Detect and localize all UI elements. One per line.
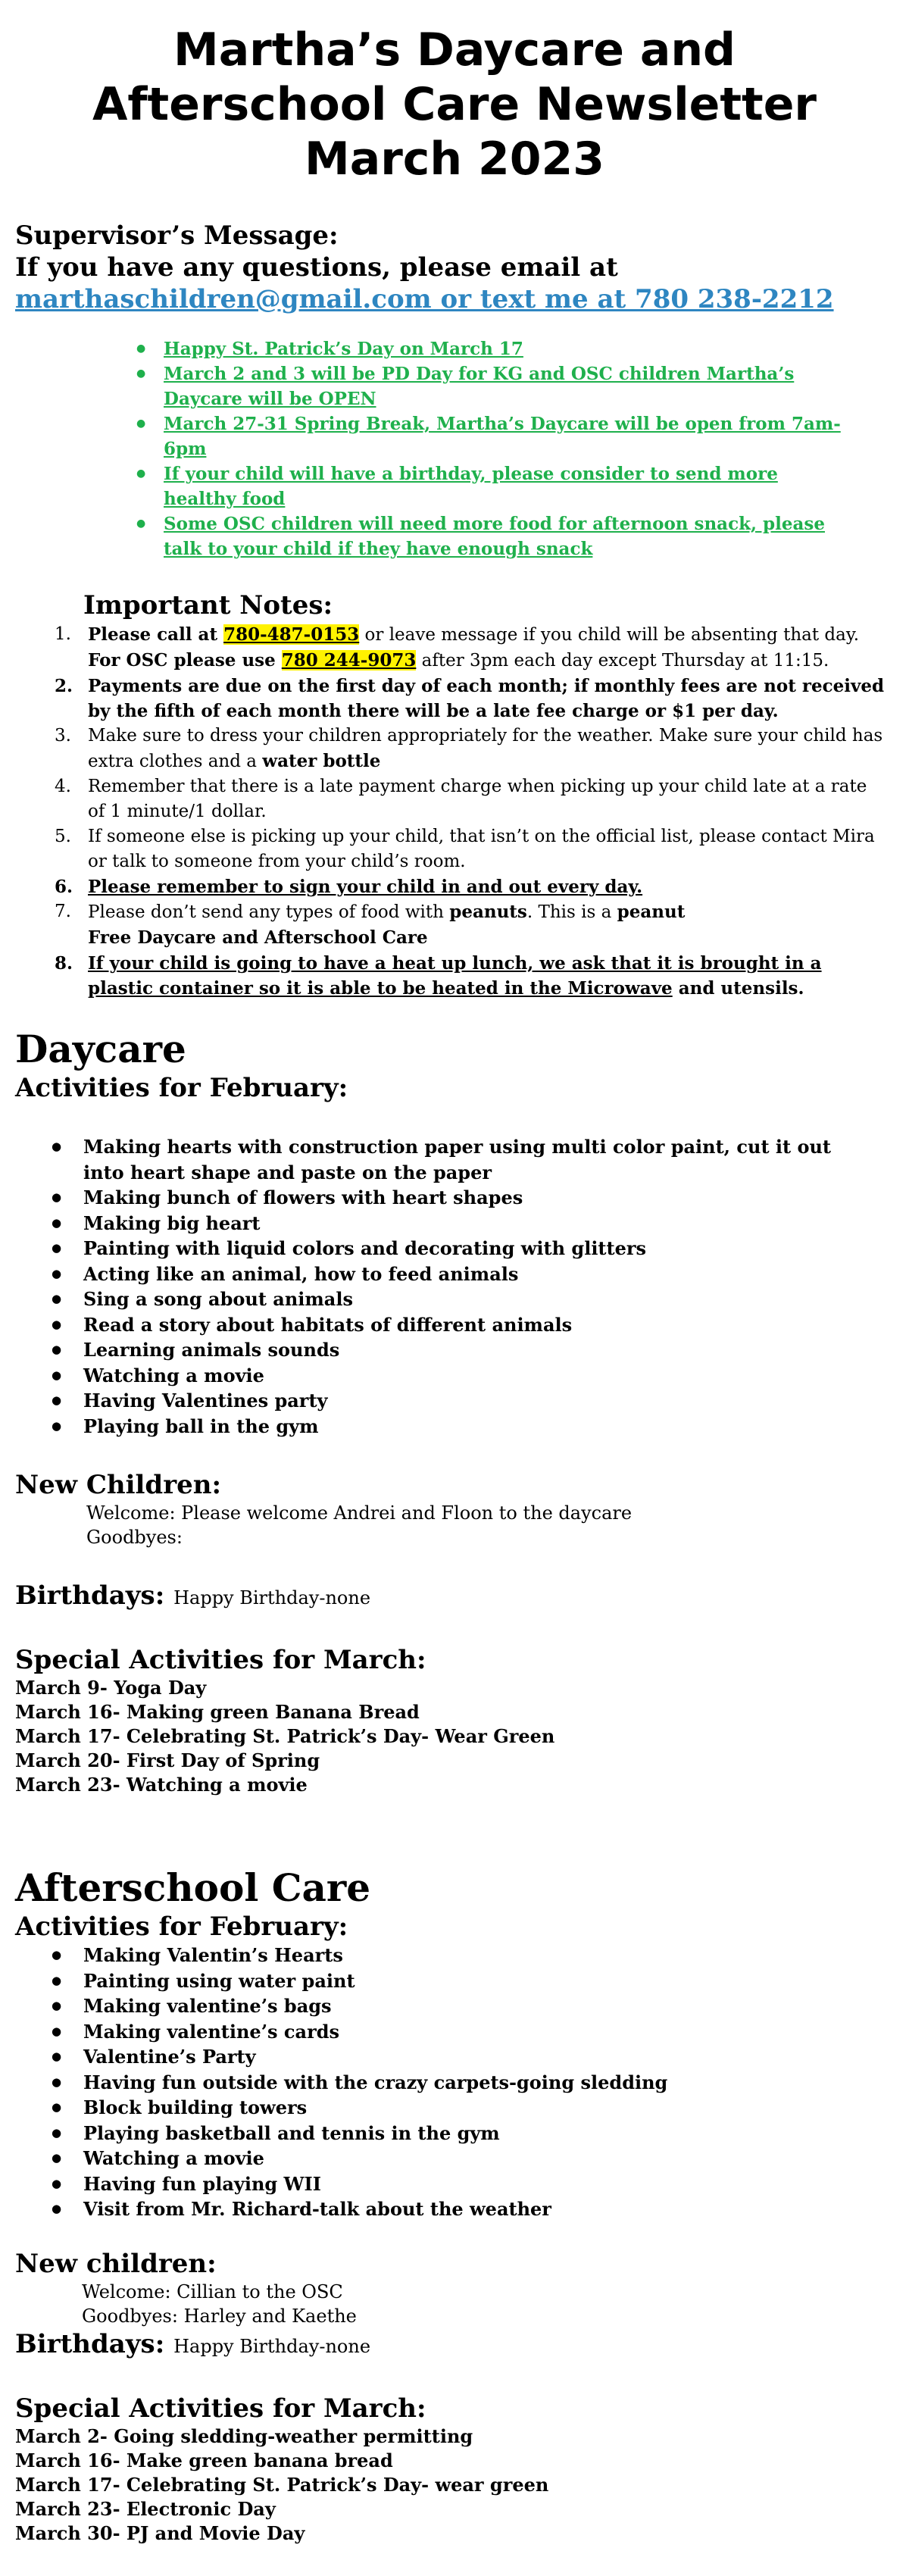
special-activity-item: March 17- Celebrating St. Patrick’s Day- wear green <box>15 2473 549 2496</box>
special-activity-item: March 9- Yoga Day <box>15 1677 207 1699</box>
note-text: water bottle <box>262 751 381 771</box>
activity-item: ● Acting like an animal, how to feed animals <box>83 1261 894 1287</box>
note-number: 5. <box>55 827 71 846</box>
birthdays-value: Happy Birthday-none <box>173 1587 371 1608</box>
activity-item: ● Making Valentin’s Hearts <box>83 1943 894 1968</box>
title-line-2: Afterschool Care Newsletter <box>92 78 817 131</box>
special-activity-item: March 23- Watching a movie <box>15 1774 308 1796</box>
note-text: Remember that there is a late payment charge when picking up your child late at a rate of 1 minute/1 dollar. <box>88 777 867 821</box>
activity-item: ● Visit from Mr. Richard-talk about the weather <box>83 2196 894 2222</box>
note-item <box>55 899 894 951</box>
daycare-activities-heading: Activities for February: <box>15 1073 348 1103</box>
note-item <box>55 824 894 874</box>
afterschool-new-children-heading: New children: <box>15 2248 217 2279</box>
activity-item: ● Making big heart <box>83 1211 894 1236</box>
note-text: after 3pm each day except Thursday at 11:15. <box>416 651 829 671</box>
activity-item: ● Playing basketball and tennis in the gym <box>83 2121 894 2146</box>
special-activity-item: March 17- Celebrating St. Patrick’s Day- Wear Green <box>15 1725 555 1747</box>
note-text: Make sure to dress your children appropriately for the weather. Make sure your child has extra clothes and a <box>88 726 883 771</box>
special-activity-item: March 2- Going sledding-weather permitting <box>15 2424 473 2447</box>
activity-item: ● Valentine’s Party <box>83 2044 894 2070</box>
note-text: peanut <box>617 902 686 922</box>
activity-item: ● Learning animals sounds <box>83 1337 894 1363</box>
birthdays-label: Birthdays: <box>15 2328 165 2359</box>
newsletter-title <box>15 23 894 186</box>
important-notes-list <box>15 622 894 1001</box>
activity-item: ● Block building towers <box>83 2095 894 2121</box>
note-text: . This is a <box>526 902 617 922</box>
daycare-heading: Daycare <box>15 1027 186 1071</box>
supervisor-line: If you have any questions, please email at <box>15 252 618 283</box>
activity-item: ● Making valentine’s bags <box>83 1993 894 2019</box>
note-text: Please call at <box>88 624 224 645</box>
note-text: Free Daycare and Afterschool Care <box>88 927 428 948</box>
daycare-welcome: Welcome: Please welcome Andrei and Floon to the daycare <box>86 1502 633 1524</box>
special-activity-item: March 23- Electronic Day <box>15 2497 276 2520</box>
note-number: 7. <box>55 902 71 921</box>
activity-item: ● Sing a song about animals <box>83 1286 894 1312</box>
note-number: 3. <box>55 726 71 746</box>
afterschool-goodbyes: Goodbyes: Harley and Kaethe <box>82 2305 357 2327</box>
activity-item: ● Painting using water paint <box>83 1968 894 1994</box>
afterschool-birthdays <box>15 2328 894 2362</box>
afterschool-special-list <box>15 2424 894 2546</box>
important-notes-heading: Important Notes: <box>83 590 333 621</box>
note-number: 4. <box>55 777 71 796</box>
title-line-1: Martha’s Daycare and <box>173 23 736 77</box>
note-item <box>55 674 894 724</box>
daycare-new-children-heading: New Children: <box>15 1470 222 1500</box>
note-text: For OSC please use <box>88 650 282 671</box>
afterschool-activities-list <box>15 1943 894 2222</box>
supervisor-message <box>15 220 894 315</box>
activity-item: ● Painting with liquid colors and decorating with glitters <box>83 1236 894 1261</box>
special-activity-item: March 30- PJ and Movie Day <box>15 2521 305 2544</box>
activity-item: ● Making hearts with construction paper using multi color paint, cut it out into heart shape and paste on the paper <box>83 1134 894 1185</box>
announcement-item: ● March 27-31 Spring Break, Martha’s Daycare will be open from 7am-6pm <box>164 411 894 461</box>
daycare-goodbyes: Goodbyes: <box>86 1527 183 1548</box>
note-number: 6. <box>55 877 73 897</box>
note-text: or leave message if you child will be absenting that day. <box>359 625 860 645</box>
afterschool-welcome: Welcome: Cillian to the OSC <box>82 2281 343 2302</box>
note-text: Please don’t send any types of food with <box>88 902 450 922</box>
afterschool-heading: Afterschool Care <box>15 1865 371 1910</box>
activity-item: ● Read a story about habitats of different animals <box>83 1312 894 1338</box>
note-text: Please remember to sign your child in and out every day. <box>88 877 643 897</box>
birthdays-value: Happy Birthday-none <box>173 2335 371 2357</box>
note-text: Payments are due on the first day of each month; if monthly fees are not received by the fifth of each month there will be a late fee charge or $1 per day. <box>88 676 885 721</box>
daycare-birthdays <box>15 1580 894 1614</box>
note-text: peanuts <box>449 902 527 922</box>
note-text: If your child is going to have a heat up lunch, we ask that it is brought in a plastic container so it is able to be heated in the Microwave <box>88 953 822 999</box>
special-activity-item: March 20- First Day of Spring <box>15 1749 320 1771</box>
afterschool-activities-heading: Activities for February: <box>15 1912 348 1942</box>
daycare-activities-list <box>15 1134 894 1439</box>
announcement-item: ● Some OSC children will need more food for afternoon snack, please talk to your child if they have enough snack <box>164 511 894 561</box>
activity-item: ● Watching a movie <box>83 2146 894 2171</box>
activity-item: ● Watching a movie <box>83 1363 894 1389</box>
osc-phone: 780 244-9073 <box>281 650 417 671</box>
activity-item: ● Making bunch of flowers with heart shapes <box>83 1185 894 1211</box>
daycare-phone: 780-487-0153 <box>223 624 360 645</box>
daycare-special-heading: Special Activities for March: <box>15 1645 426 1675</box>
daycare-special-list <box>15 1676 894 1797</box>
note-item <box>55 774 894 824</box>
note-number: 1. <box>55 624 71 644</box>
activity-item: ● Having fun outside with the crazy carpets-going sledding <box>83 2070 894 2096</box>
supervisor-heading: Supervisor’s Message: <box>15 220 339 251</box>
activity-item: ● Having fun playing WII <box>83 2171 894 2197</box>
activity-item: ● Having Valentines party <box>83 1388 894 1414</box>
note-text: If someone else is picking up your child, that isn’t on the official list, please contact Mira or talk to someone from your child’s room. <box>88 827 875 871</box>
activity-item: ● Making valentine’s cards <box>83 2019 894 2045</box>
special-activity-item: March 16- Make green banana bread <box>15 2449 393 2471</box>
note-item <box>55 724 894 774</box>
note-item <box>55 874 894 899</box>
announcement-item: ● If your child will have a birthday, please consider to send more healthy food <box>164 461 894 511</box>
contact-link[interactable]: marthaschildren@gmail.com or text me at 780 238-2212 <box>15 284 834 314</box>
special-activity-item: March 16- Making green Banana Bread <box>15 1701 420 1723</box>
note-number: 8. <box>55 953 73 974</box>
announcement-item: ● Happy St. Patrick’s Day on March 17 <box>164 336 894 361</box>
note-number: 2. <box>55 676 73 696</box>
birthdays-label: Birthdays: <box>15 1580 165 1611</box>
note-item <box>55 951 894 1001</box>
afterschool-special-heading: Special Activities for March: <box>15 2393 426 2424</box>
note-item <box>55 622 894 674</box>
title-line-3: March 2023 <box>305 133 604 186</box>
activity-item: ● Playing ball in the gym <box>83 1414 894 1440</box>
note-text: and utensils. <box>672 978 804 999</box>
announcements-list <box>15 336 894 561</box>
announcement-item: ● March 2 and 3 will be PD Day for KG and OSC children Martha’s Daycare will be OPEN <box>164 361 894 411</box>
